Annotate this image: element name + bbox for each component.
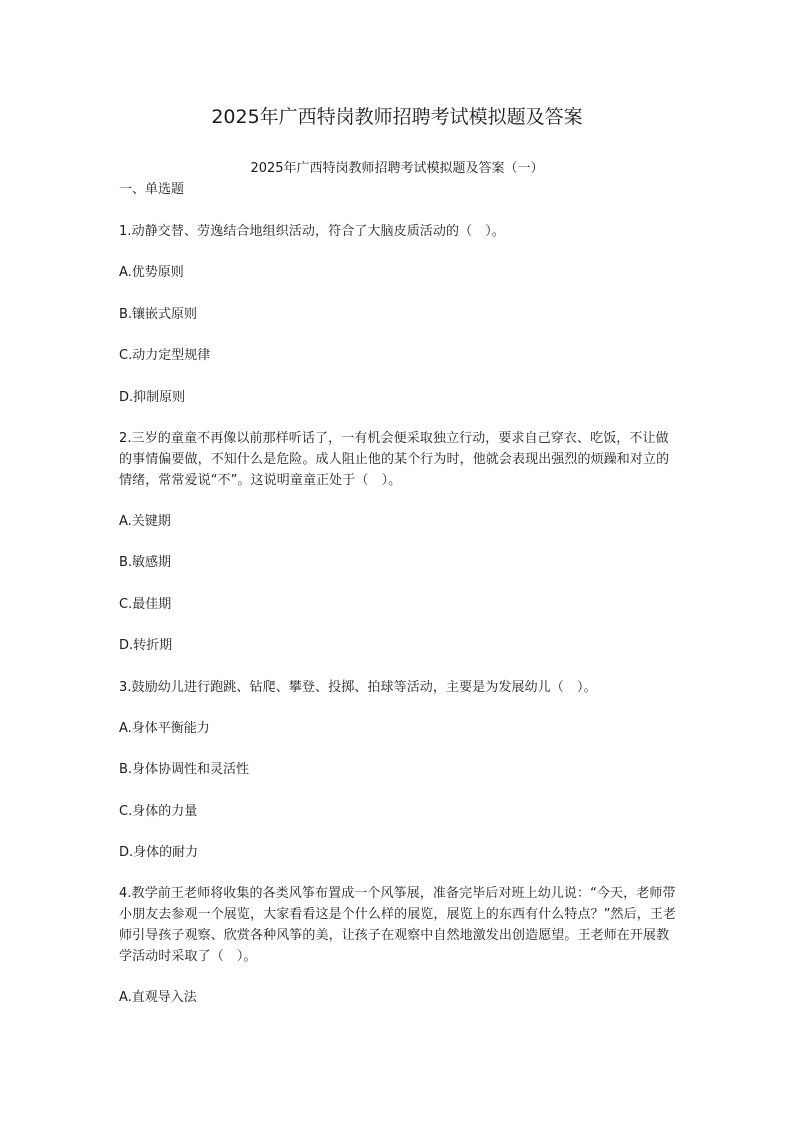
question-3-option-c: C.身体的力量 — [119, 803, 198, 819]
question-3-option-b: B.身体协调性和灵活性 — [119, 762, 250, 778]
question-1-option-b: B.镶嵌式原则 — [119, 306, 198, 322]
question-3-option-a: A.身体平衡能力 — [119, 720, 210, 736]
question-3-option-d: D.身体的耐力 — [119, 845, 199, 861]
document-title: 2025年广西特岗教师招聘考试模拟题及答案 — [211, 106, 583, 128]
question-1-option-d: D.抑制原则 — [119, 389, 186, 405]
question-stem-3: 3.鼓励幼儿进行跑跳、钻爬、攀登、投掷、拍球等活动，主要是为发展幼儿（ ）。 — [119, 679, 597, 695]
question-stem-1: 1.动静交替、劳逸结合地组织活动，符合了大脑皮质活动的（ ）。 — [119, 224, 506, 239]
question-2-option-c: C.最佳期 — [119, 596, 172, 612]
question-2-option-d: D.转折期 — [119, 638, 173, 654]
question-stem-2: 2.三岁的童童不再像以前那样听话了，一有机会便采取独立行动，要求自己穿衣、吃饭，不让做的事情偏要做，不知什么是危险。成人阻止他的某个行为时，他就会表现出强烈的烦躁和对立的情绪，常常爱说“不”。这说明童童正处于（ ）。 — [119, 430, 670, 488]
question-1-option-c: C.动力定型规律 — [119, 348, 211, 364]
question-4-option-a: A.直观导入法 — [119, 990, 197, 1006]
section-heading: 一、单选题 — [119, 182, 185, 197]
question-list — [119, 222, 681, 1030]
question-2-option-a: A.关键期 — [119, 513, 171, 529]
document-subtitle: 2025年广西特岗教师招聘考试模拟题及答案（一） — [250, 161, 544, 176]
question-stem-4: 4.教学前王老师将收集的各类风筝布置成一个风筝展，准备完毕后对班上幼儿说：“今天，老师带小朋友去参观一个展览，大家看看这是个什么样的展览，展览上的东西有什么特点？”然后，王老师引导孩子观察、欣赏各种风筝的美，让孩子在观察中自然地激发出创造愿望。王老师在开展教学活动时采取了（ ）。 — [119, 886, 677, 964]
question-1-option-a: A.优势原则 — [119, 265, 184, 281]
question-2-option-b: B.敏感期 — [119, 555, 172, 571]
